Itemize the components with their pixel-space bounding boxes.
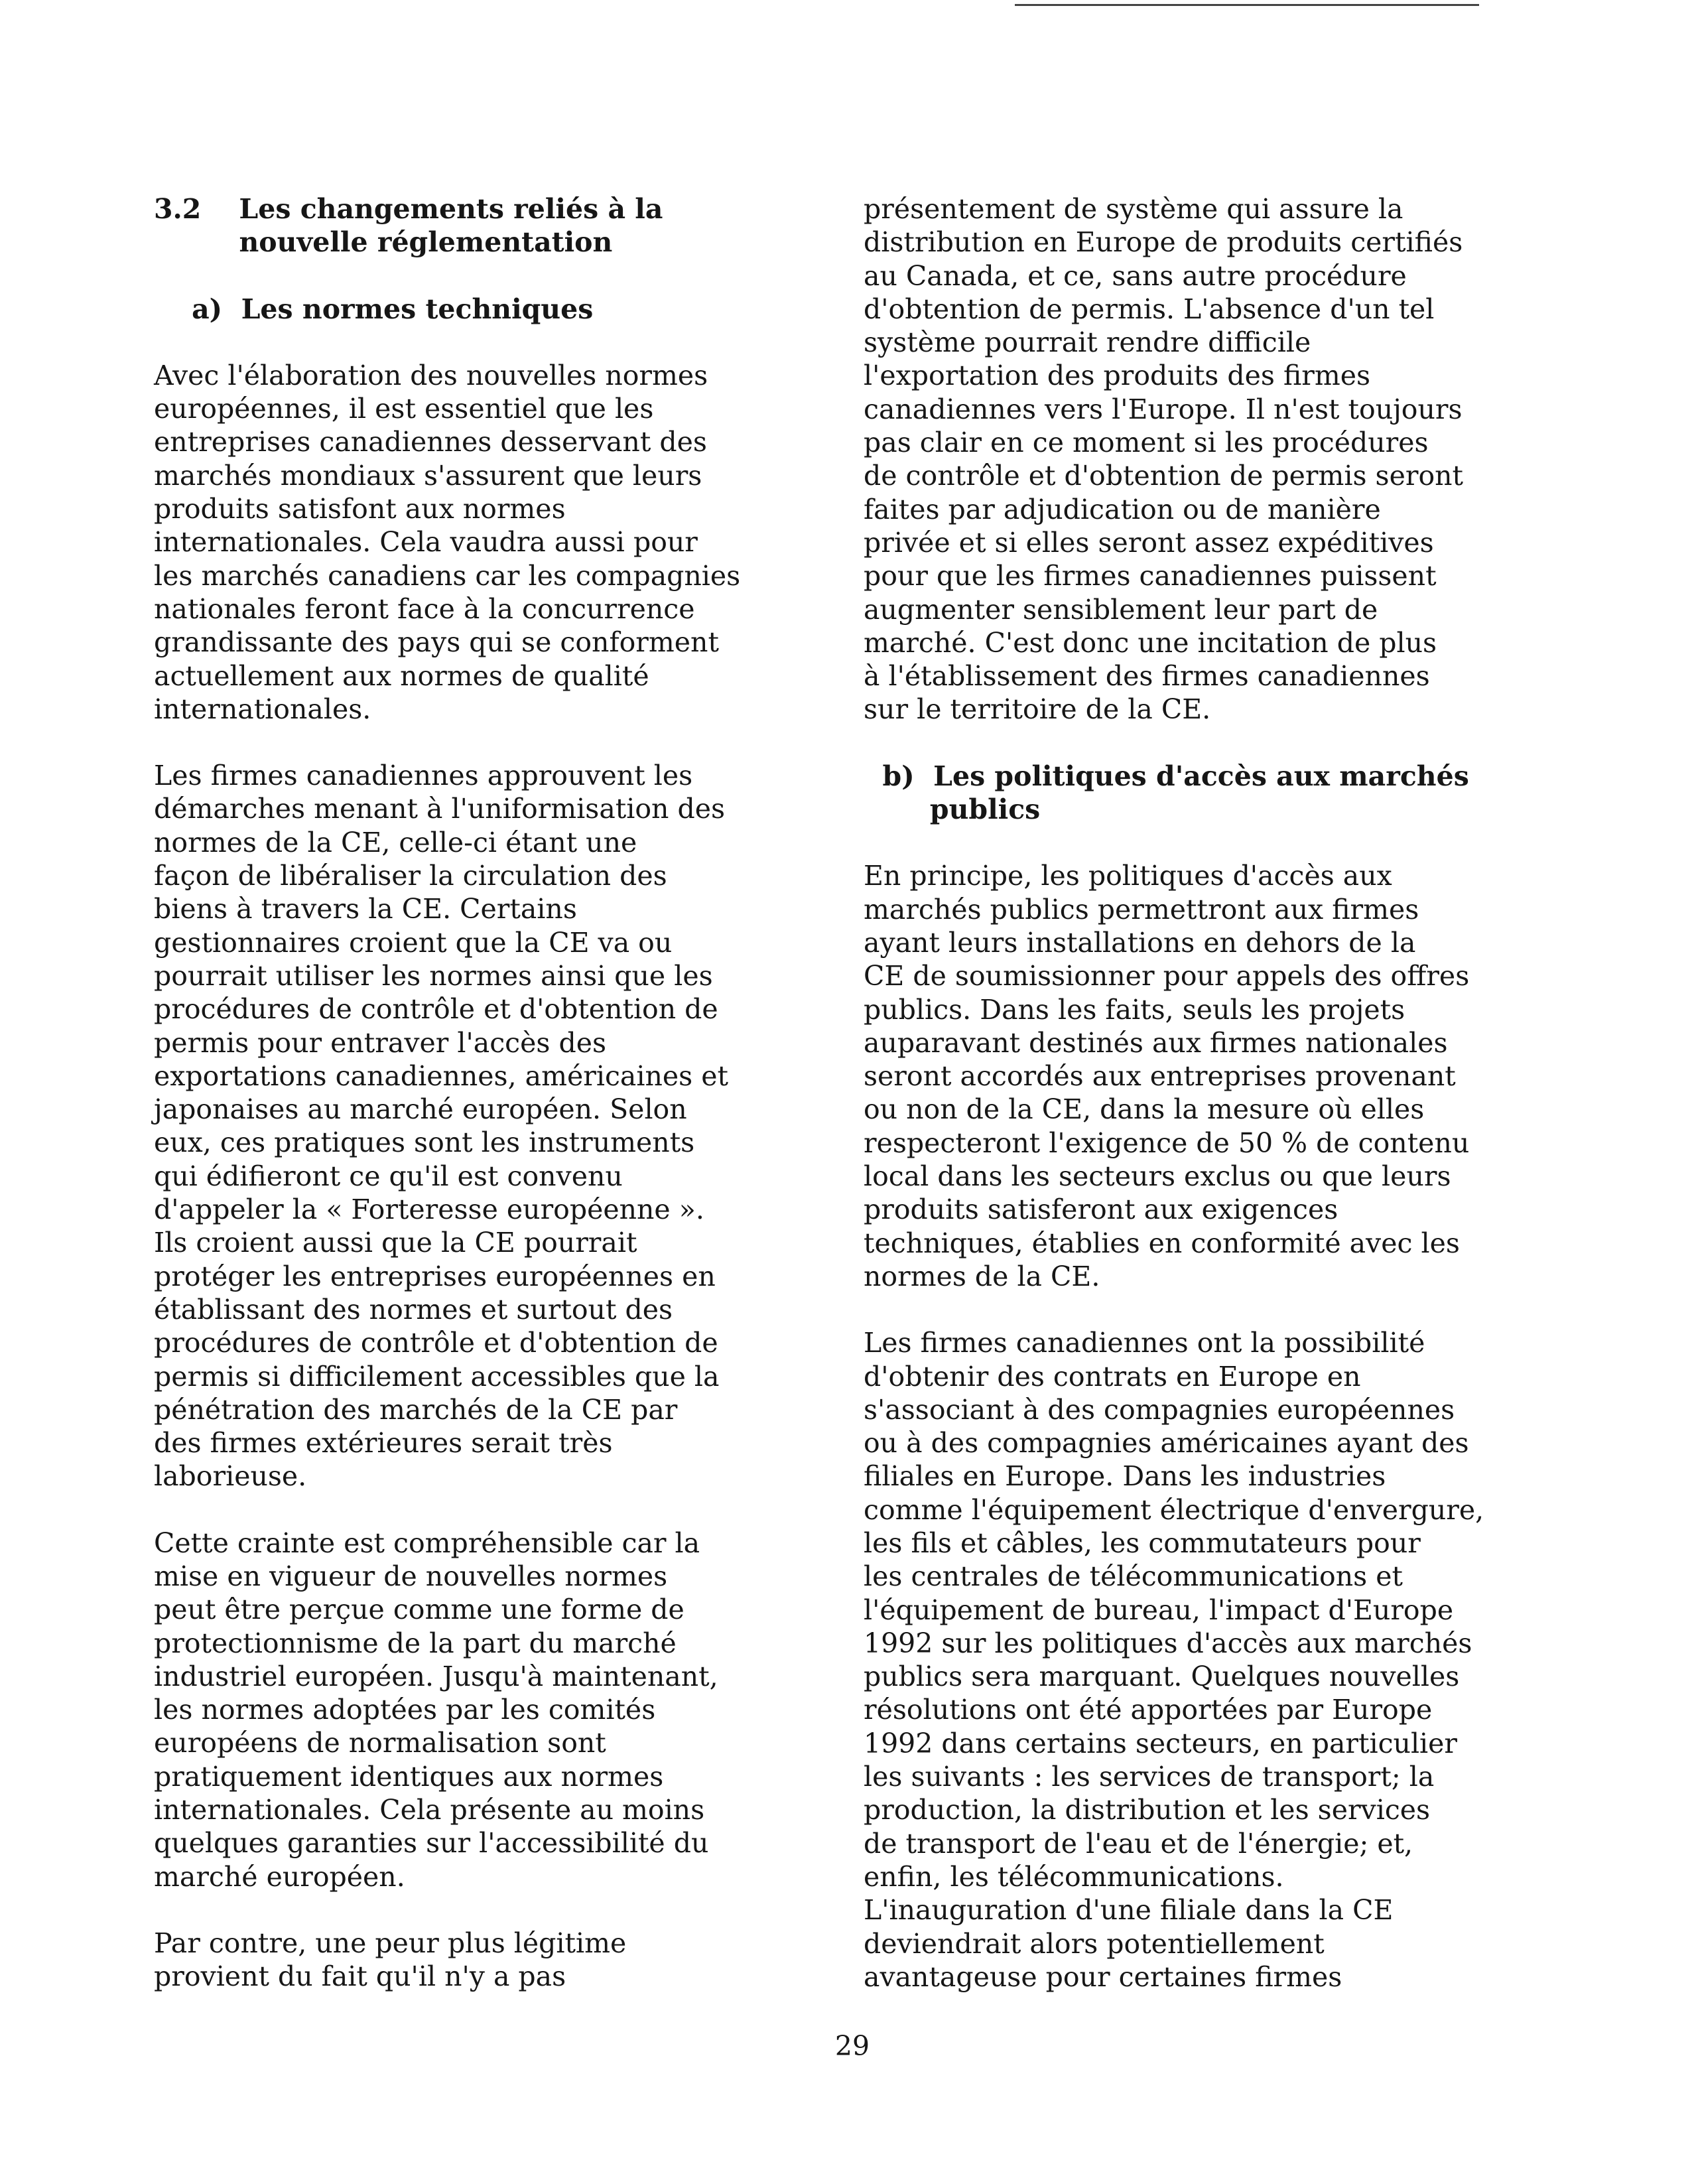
text-line: normes de la CE.: [864, 1260, 1100, 1292]
block-spacer: [864, 1293, 1567, 1326]
text-line: présentement de système qui assure la: [864, 193, 1403, 225]
text-line: marchés mondiaux s'assurent que leurs: [154, 459, 702, 492]
text-line: actuellement aux normes de qualité: [154, 659, 649, 692]
text-line: au Canada, et ce, sans autre procédure: [864, 259, 1407, 292]
block-spacer: [864, 726, 1567, 760]
text-line: production, la distribution et les services: [864, 1794, 1431, 1826]
text-line: internationales. Cela présente au moins: [154, 1794, 705, 1826]
block-spacer: [154, 326, 830, 359]
text-line: exportations canadiennes, américaines et: [154, 1059, 728, 1092]
text-line: d'obtenir des contrats en Europe en: [864, 1360, 1361, 1393]
text-line: ayant leurs installations en dehors de la: [864, 926, 1416, 959]
text-line: produits satisferont aux exigences: [864, 1194, 1338, 1226]
text-line: En principe, les politiques d'accès aux: [864, 860, 1392, 892]
text-line: pénétration des marchés de la CE par: [154, 1393, 678, 1426]
text-line: ou à des compagnies américaines ayant des: [864, 1427, 1469, 1460]
block-spacer: [154, 726, 830, 759]
text-line: grandissante des pays qui se conforment: [154, 626, 719, 659]
right-column: [864, 192, 1567, 1994]
text-line: européens de normalisation sont: [154, 1727, 606, 1759]
block-spacer: [154, 1493, 830, 1527]
paragraph: [154, 1527, 830, 1893]
text-line: gestionnaires croient que la CE va ou: [154, 926, 673, 959]
text-line: d'appeler la « Forteresse européenne ».: [154, 1194, 704, 1226]
text-line: entreprises canadiennes desservant des: [154, 426, 707, 458]
text-line: établissant des normes et surtout des: [154, 1293, 673, 1326]
text-line: marché. C'est donc une incitation de plus: [864, 626, 1437, 659]
text-line: produits satisfont aux normes: [154, 493, 566, 525]
text-line: enfin, les télécommunications.: [864, 1860, 1284, 1893]
text-line: Les firmes canadiennes ont la possibilité: [864, 1327, 1425, 1359]
text-line: de contrôle et d'obtention de permis seront: [864, 460, 1464, 492]
text-line: seront accordés aux entreprises provenant: [864, 1060, 1456, 1093]
paragraph: [154, 359, 830, 726]
text-line: biens à travers la CE. Certains: [154, 893, 577, 925]
text-line: l'équipement de bureau, l'impact d'Europe: [864, 1594, 1454, 1626]
text-line: quelques garanties sur l'accessibilité du: [154, 1827, 709, 1860]
block-spacer: [154, 259, 830, 293]
text-line: faites par adjudication ou de manière: [864, 493, 1381, 525]
text-line: filiales en Europe. Dans les industries: [864, 1460, 1386, 1493]
text-line: ou non de la CE, dans la mesure où elles: [864, 1093, 1425, 1126]
text-line: pas clair en ce moment si les procédures: [864, 427, 1429, 459]
text-line: L'inauguration d'une filiale dans la CE: [864, 1894, 1394, 1927]
text-line: augmenter sensiblement leur part de: [864, 593, 1378, 626]
text-line: pratiquement identiques aux normes: [154, 1760, 664, 1793]
text-line: de transport de l'eau et de l'énergie; et,: [864, 1827, 1413, 1860]
text-line: marchés publics permettront aux firmes: [864, 893, 1419, 925]
text-line: Les firmes canadiennes approuvent les: [154, 760, 693, 792]
text-line: provient du fait qu'il n'y a pas: [154, 1960, 566, 1993]
text-line: auparavant destinés aux firmes nationales: [864, 1026, 1448, 1059]
text-line: système pourrait rendre difficile: [864, 326, 1311, 359]
block-spacer: [864, 826, 1567, 859]
text-line: procédures de contrôle et d'obtention de: [154, 993, 718, 1026]
paragraph: [864, 192, 1567, 726]
text-line: Par contre, une peur plus légitime: [154, 1927, 627, 1959]
text-line: démarches menant à l'uniformisation des: [154, 793, 726, 825]
section-heading: [154, 293, 830, 326]
block-spacer: [154, 1893, 830, 1927]
text-line: peut être perçue comme une forme de: [154, 1594, 684, 1626]
text-line: canadiennes vers l'Europe. Il n'est toujours: [864, 393, 1463, 425]
text-line: nationales feront face à la concurrence: [154, 592, 695, 625]
page-number: 29: [834, 2030, 870, 2062]
text-line: nouvelle réglementation: [154, 226, 613, 259]
text-line: pourrait utiliser les normes ainsi que les: [154, 959, 713, 992]
text-line: a) Les normes techniques: [154, 293, 594, 325]
text-line: 1992 sur les politiques d'accès aux marchés: [864, 1627, 1472, 1659]
text-line: publics sera marquant. Quelques nouvelles: [864, 1661, 1460, 1693]
text-line: façon de libéraliser la circulation des: [154, 860, 667, 892]
text-line: Ils croient aussi que la CE pourrait: [154, 1227, 637, 1259]
text-line: industriel européen. Jusqu'à maintenant,: [154, 1660, 718, 1692]
text-line: eux, ces pratiques sont les instruments: [154, 1126, 695, 1159]
text-line: pour que les firmes canadiennes puissent: [864, 560, 1437, 592]
section-heading: [154, 192, 830, 259]
text-line: les normes adoptées par les comités: [154, 1694, 656, 1726]
text-line: européennes, il est essentiel que les: [154, 393, 654, 425]
text-line: mise en vigueur de nouvelles normes: [154, 1560, 668, 1592]
text-line: marché européen.: [154, 1860, 405, 1893]
text-line: permis pour entraver l'accès des: [154, 1026, 607, 1059]
text-line: internationales. Cela vaudra aussi pour: [154, 526, 698, 559]
text-line: sur le territoire de la CE.: [864, 693, 1211, 726]
text-line: d'obtention de permis. L'absence d'un tel: [864, 293, 1435, 325]
text-line: s'associant à des compagnies européennes: [864, 1393, 1455, 1426]
text-line: à l'établissement des firmes canadiennes: [864, 660, 1430, 693]
left-column: [154, 192, 830, 1994]
text-line: deviendrait alors potentiellement: [864, 1927, 1325, 1960]
text-line: CE de soumissionner pour appels des offres: [864, 960, 1470, 992]
text-line: permis si difficilement accessibles que la: [154, 1360, 720, 1393]
section-heading: [864, 760, 1567, 827]
text-line: Avec l'élaboration des nouvelles normes: [154, 359, 708, 391]
text-line: 3.2 Les changements reliés à la: [154, 193, 663, 225]
paragraph: [154, 759, 830, 1493]
text-line: des firmes extérieures serait très: [154, 1427, 613, 1460]
text-line: comme l'équipement électrique d'envergure,: [864, 1493, 1484, 1526]
text-line: Cette crainte est compréhensible car la: [154, 1527, 700, 1559]
text-line: les suivants : les services de transport; la: [864, 1761, 1435, 1793]
paragraph: [154, 1927, 830, 1994]
text-line: les fils et câbles, les commutateurs pour: [864, 1527, 1421, 1559]
paragraph: [864, 1326, 1567, 1994]
text-line: les centrales de télécommunications et: [864, 1560, 1403, 1593]
text-line: publics. Dans les faits, seuls les projets: [864, 993, 1405, 1026]
text-line: distribution en Europe de produits certifiés: [864, 226, 1463, 259]
text-line: publics: [864, 793, 1041, 826]
text-line: procédures de contrôle et d'obtention de: [154, 1327, 718, 1359]
text-line: b) Les politiques d'accès aux marchés: [864, 760, 1469, 792]
text-line: privée et si elles seront assez expéditives: [864, 526, 1434, 559]
text-line: laborieuse.: [154, 1460, 307, 1493]
paragraph: [864, 859, 1567, 1293]
text-line: les marchés canadiens car les compagnies: [154, 559, 741, 592]
text-line: l'exportation des produits des firmes: [864, 360, 1371, 392]
text-line: avantageuse pour certaines firmes: [864, 1960, 1342, 1993]
text-line: protectionnisme de la part du marché: [154, 1627, 677, 1659]
text-line: japonaises au marché européen. Selon: [154, 1093, 687, 1126]
text-line: résolutions ont été apportées par Europe: [864, 1694, 1433, 1726]
text-line: qui édifieront ce qu'il est convenu: [154, 1160, 623, 1192]
text-line: protéger les entreprises européennes en: [154, 1260, 716, 1292]
text-line: respecteront l'exigence de 50 % de contenu: [864, 1126, 1470, 1159]
text-line: local dans les secteurs exclus ou que leurs: [864, 1160, 1451, 1193]
text-line: 1992 dans certains secteurs, en particulier: [864, 1727, 1458, 1759]
text-line: techniques, établies en conformité avec les: [864, 1227, 1460, 1259]
top-edge-rule: [1015, 4, 1479, 6]
text-line: normes de la CE, celle-ci étant une: [154, 826, 637, 858]
text-line: internationales.: [154, 693, 371, 725]
